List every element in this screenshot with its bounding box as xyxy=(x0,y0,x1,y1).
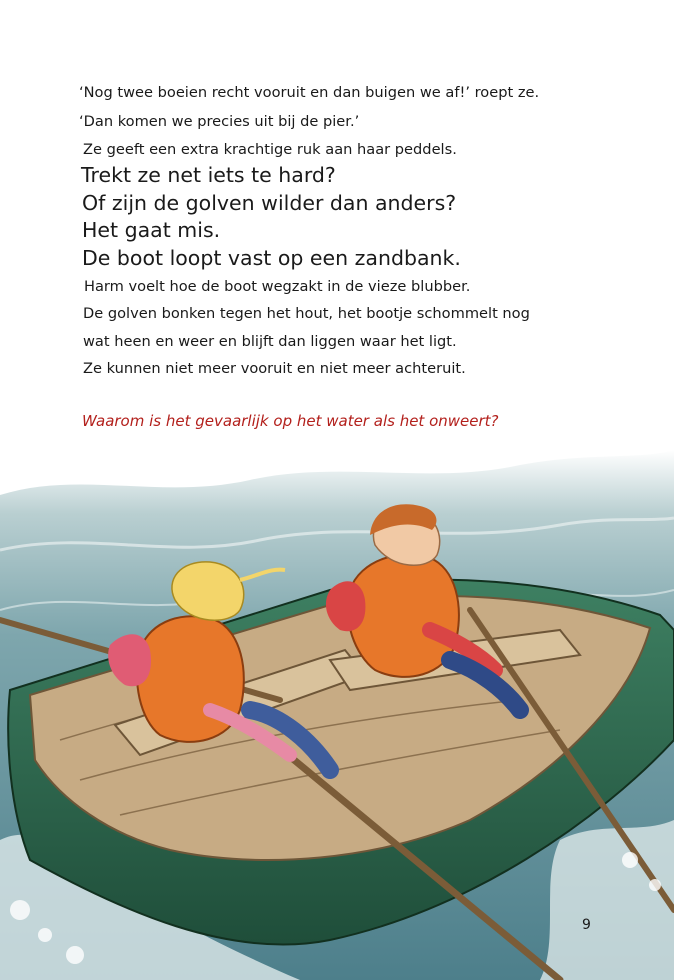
story-line: Trekt ze net iets te hard? xyxy=(81,163,336,187)
story-line: De boot loopt vast op een zandbank. xyxy=(82,246,461,270)
rowing-boat-illustration xyxy=(0,440,674,980)
story-line: Ze kunnen niet meer vooruit en niet meer achteruit. xyxy=(83,360,466,377)
page-number: 9 xyxy=(582,917,591,933)
story-line: Of zijn de golven wilder dan anders? xyxy=(82,191,457,215)
story-line: wat heen en weer en blijft dan liggen waar het ligt. xyxy=(83,333,457,350)
story-line: ‘Nog twee boeien recht vooruit en dan buigen we af!’ roept ze. xyxy=(79,84,540,101)
story-line: De golven bonken tegen het hout, het bootje schommelt nog xyxy=(83,305,530,322)
story-line: Het gaat mis. xyxy=(82,218,221,242)
story-line: ‘Dan komen we precies uit bij de pier.’ xyxy=(79,113,360,130)
story-line: Harm voelt hoe de boot wegzakt in de vieze blubber. xyxy=(84,278,471,295)
discussion-question: Waarom is het gevaarlijk op het water als het onweert? xyxy=(82,412,499,430)
story-line: Ze geeft een extra krachtige ruk aan haar peddels. xyxy=(83,141,457,158)
